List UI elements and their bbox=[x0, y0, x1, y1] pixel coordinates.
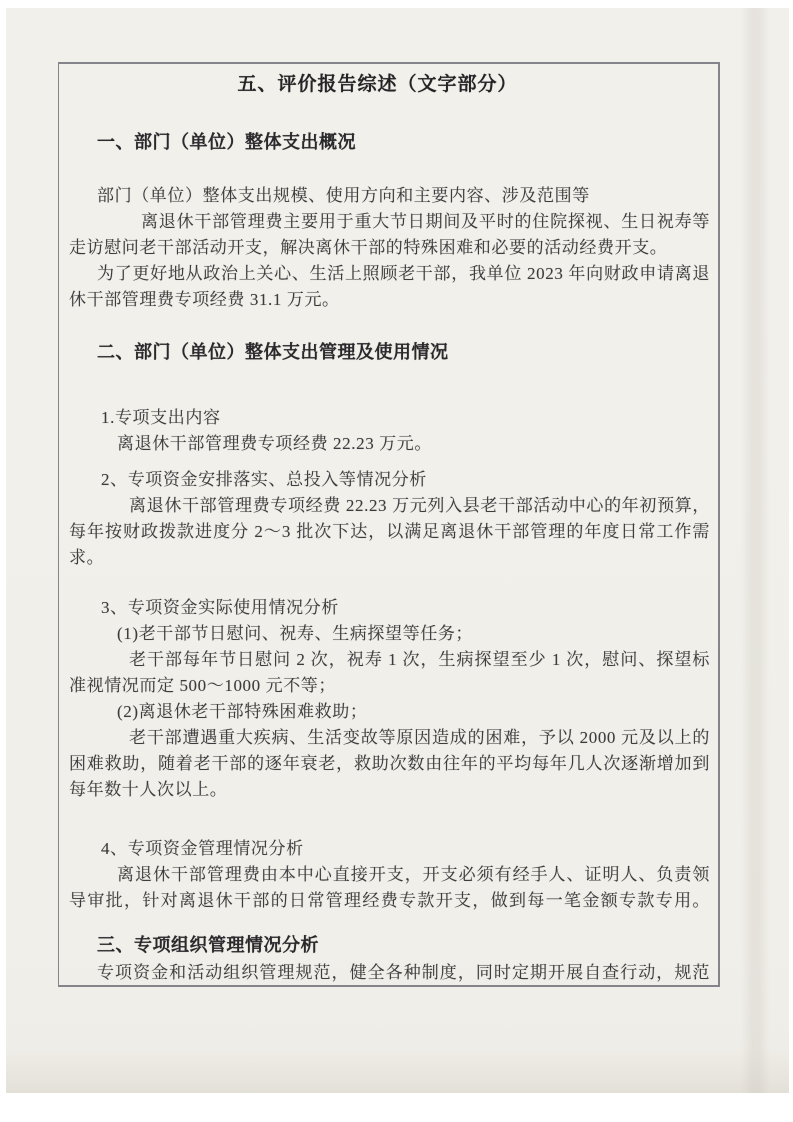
paper-sheet bbox=[6, 8, 789, 1093]
body-text-line: 离退休干部管理费由本中心直接开支，开支必须有经手人、证明人、负责领 bbox=[117, 865, 710, 884]
body-text-line: 为了更好地从政治上关心、生活上照顾老干部，我单位 2023 年向财政申请离退 bbox=[97, 264, 710, 283]
body-text-line: 老干部遭遇重大疾病、生活变故等原因造成的困难，予以 2000 元及以上的 bbox=[129, 728, 710, 747]
body-text-line: 离退休干部管理费主要用于重大节日期间及平时的住院探视、生日祝寿等 bbox=[141, 212, 710, 231]
body-text-line: 离退休干部管理费专项经费 22.23 万元。 bbox=[117, 434, 432, 453]
body-text-line: 准视情况而定 500～1000 元不等； bbox=[69, 676, 336, 695]
report-section-title: 五、评价报告综述（文字部分） bbox=[237, 74, 518, 95]
heading-overall-expenditure: 一、部门（单位）整体支出概况 bbox=[97, 132, 356, 152]
subitem-4-label: 4、专项资金管理情况分析 bbox=[101, 839, 304, 858]
body-text-line: (1)老干部节日慰问、祝寿、生病探望等任务； bbox=[117, 624, 474, 643]
body-text-line: 离退休干部管理费专项经费 22.23 万元列入县老干部活动中心的年初预算， bbox=[129, 496, 710, 515]
body-text-line: 每年数十人次以上。 bbox=[69, 780, 228, 799]
heading-expenditure-management: 二、部门（单位）整体支出管理及使用情况 bbox=[97, 342, 449, 362]
subitem-1-label: 1.专项支出内容 bbox=[101, 408, 221, 427]
body-text-line: 休干部管理费专项经费 31.1 万元。 bbox=[69, 290, 340, 309]
body-text-line: 部门（单位）整体支出规模、使用方向和主要内容、涉及范围等 bbox=[97, 186, 590, 205]
subitem-3-label: 3、专项资金实际使用情况分析 bbox=[101, 598, 339, 617]
body-text-line: 每年按财政拨款进度分 2～3 批次下达，以满足离退休干部管理的年度日常工作需 bbox=[69, 522, 710, 541]
body-text-line: 困难救助，随着老干部的逐年衰老，救助次数由往年的平均每年几人次逐渐增加到 bbox=[69, 754, 710, 773]
body-text-line: 老干部每年节日慰问 2 次，祝寿 1 次，生病探望至少 1 次，慰问、探望标 bbox=[129, 650, 710, 669]
body-text-line: 专项资金和活动组织管理规范，健全各种制度，同时定期开展自查行动，规范 bbox=[97, 963, 710, 982]
body-text-line: 导审批，针对离退休干部的日常管理经费专款开支，做到每一笔金额专款专用。 bbox=[69, 891, 710, 910]
heading-organization-management: 三、专项组织管理情况分析 bbox=[97, 935, 319, 955]
body-text-line: 走访慰问老干部活动开支，解决离休干部的特殊困难和必要的活动经费开支。 bbox=[69, 238, 668, 257]
report-text-cell bbox=[58, 62, 720, 987]
body-text-line: 求。 bbox=[69, 548, 105, 567]
subitem-2-label: 2、专项资金安排落实、总投入等情况分析 bbox=[101, 470, 427, 489]
body-text-line: (2)离退休老干部特殊困难救助； bbox=[117, 702, 368, 721]
